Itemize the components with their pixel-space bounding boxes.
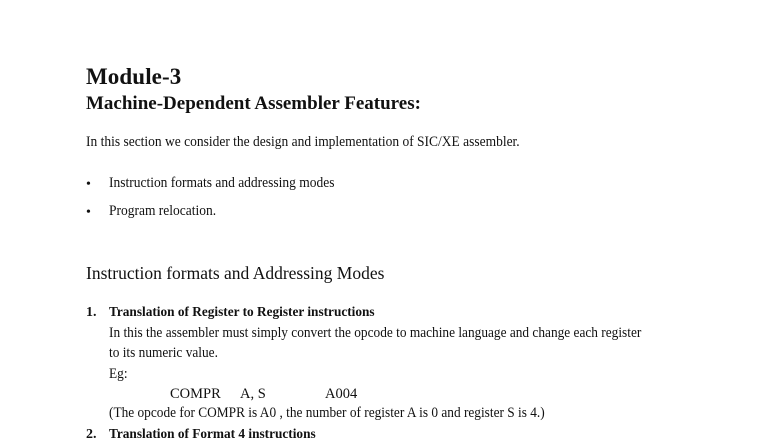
bullet-item	[86, 175, 91, 193]
item-title: Translation of Format 4 instructions	[109, 427, 316, 442]
bullet-text: Instruction formats and addressing modes	[109, 175, 335, 191]
example-mnemonic: COMPR	[170, 386, 221, 402]
bullet-dot: •	[86, 205, 91, 220]
module-title: Module-3	[86, 64, 182, 89]
item-number: 2.	[86, 427, 97, 442]
intro-paragraph: In this section we consider the design and implementation of SIC/XE assembler.	[86, 134, 520, 150]
item-title: Translation of Register to Register instructions	[109, 305, 375, 320]
section-title: Machine-Dependent Assembler Features:	[86, 93, 421, 114]
example-code: A004	[325, 386, 358, 402]
bullet-item	[86, 203, 91, 221]
example-operands: A, S	[240, 386, 266, 402]
item-body-line: to its numeric value.	[109, 345, 218, 361]
subheading: Instruction formats and Addressing Modes	[86, 263, 385, 283]
example-label: Eg:	[109, 366, 128, 382]
item-body-line: In this the assembler must simply convert the opcode to machine language and change each register	[109, 325, 642, 341]
bullet-dot: •	[86, 177, 91, 192]
item-note: (The opcode for COMPR is A0 , the number of register A is 0 and register S is 4.)	[109, 405, 545, 421]
bullet-text: Program relocation.	[109, 203, 217, 219]
item-number: 1.	[86, 305, 97, 320]
